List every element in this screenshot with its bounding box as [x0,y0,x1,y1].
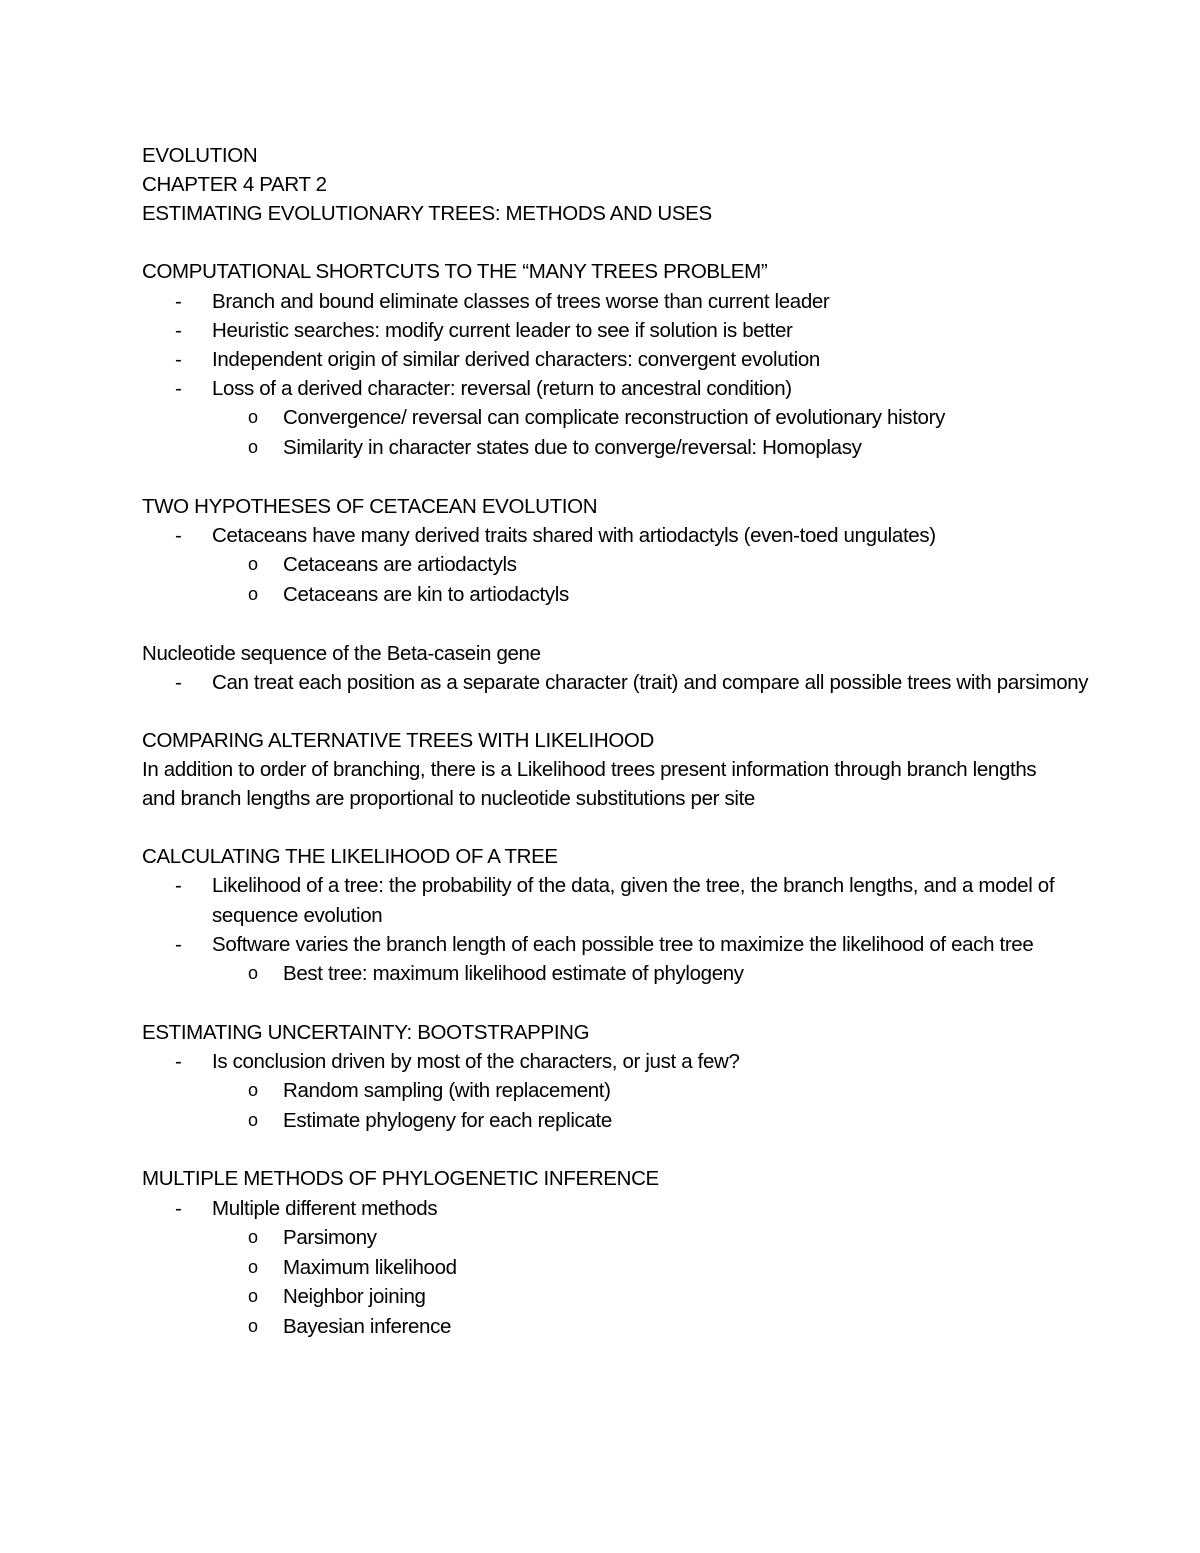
dash-marker: - [175,1049,182,1073]
sub-bullet-text: Cetaceans are artiodactyls [283,553,517,577]
bullet-text: Likelihood of a tree: the probability of the data, given the tree, the branch lengths, and a model of sequence evolution [212,874,1055,927]
bullet-text: Can treat each position as a separate character (trait) and compare all possible trees with parsimony [212,670,1089,694]
dash-marker: - [175,874,182,898]
circle-marker: o [248,584,258,605]
spacer [142,989,1102,1018]
sub-bullet-item [142,403,1102,433]
section-heading: MULTIPLE METHODS OF PHYLOGENETIC INFERENCE [142,1167,659,1191]
spacer [142,610,1102,639]
sub-bullet-item [142,1076,1102,1106]
circle-marker: o [248,1080,258,1101]
bullet-text: Heuristic searches: modify current leader to see if solution is better [212,318,793,342]
sub-bullet-item [142,580,1102,610]
chapter-subtitle: ESTIMATING EVOLUTIONARY TREES: METHODS AND USES [142,202,712,226]
bullet-text: Cetaceans have many derived traits shared with artiodactyls (even-toed ungulates) [212,524,936,548]
bullet-text: Is conclusion driven by most of the characters, or just a few? [212,1049,740,1073]
sub-bullet-item [142,1223,1102,1253]
bullet-item [142,316,1102,345]
bullet-text: Software varies the branch length of each possible tree to maximize the likelihood of each tree [212,932,1034,956]
circle-marker: o [248,1226,258,1247]
spacer [142,697,1102,726]
sub-bullet-item [142,959,1102,989]
section-heading: ESTIMATING UNCERTAINTY: BOOTSTRAPPING [142,1020,590,1044]
bullet-item [142,374,1102,403]
dash-marker: - [175,289,182,313]
bullet-item [142,287,1102,316]
circle-marker: o [248,437,258,458]
sub-bullet-text: Neighbor joining [283,1285,426,1309]
chapter-label: CHAPTER 4 PART 2 [142,173,327,197]
sub-bullet-text: Convergence/ reversal can complicate reconstruction of evolutionary history [283,406,945,430]
sub-bullet-item [142,1253,1102,1283]
section-paragraph: In addition to order of branching, there is a Likelihood trees present information through branch lengths and branch lengths are proportional to nucleotide substitutions per site [142,758,1037,811]
bullet-text: Independent origin of similar derived characters: convergent evolution [212,348,820,372]
bullet-item [142,345,1102,374]
spacer [142,463,1102,492]
section-heading: COMPUTATIONAL SHORTCUTS TO THE “MANY TREES PROBLEM” [142,260,768,284]
sub-bullet-text: Estimate phylogeny for each replicate [283,1108,612,1132]
dash-marker: - [175,670,182,694]
dash-marker: - [175,524,182,548]
circle-marker: o [248,1109,258,1130]
sub-bullet-item [142,1312,1102,1342]
sub-bullet-text: Best tree: maximum likelihood estimate of phylogeny [283,962,744,986]
dash-marker: - [175,318,182,342]
circle-marker: o [248,1316,258,1337]
bullet-text: Loss of a derived character: reversal (return to ancestral condition) [212,377,792,401]
dash-marker: - [175,377,182,401]
bullet-item [142,1194,1102,1223]
sub-bullet-text: Maximum likelihood [283,1255,457,1279]
bullet-text: Branch and bound eliminate classes of trees worse than current leader [212,289,830,313]
sub-bullet-text: Parsimony [283,1225,377,1249]
circle-marker: o [248,554,258,575]
spacer [142,229,1102,258]
sub-bullet-item [142,1106,1102,1136]
section-heading: CALCULATING THE LIKELIHOOD OF A TREE [142,845,558,869]
dash-marker: - [175,1196,182,1220]
bullet-item [142,871,1072,929]
circle-marker: o [248,1286,258,1307]
sub-bullet-text: Random sampling (with replacement) [283,1079,611,1103]
section-heading: TWO HYPOTHESES OF CETACEAN EVOLUTION [142,494,598,518]
bullet-item [142,668,1092,697]
spacer [142,1136,1102,1165]
spacer [142,813,1102,842]
dash-marker: - [175,932,182,956]
section-heading: Nucleotide sequence of the Beta-casein gene [142,641,541,665]
document-body [142,141,1102,1342]
bullet-item [142,1047,1102,1076]
sub-bullet-text: Similarity in character states due to converge/reversal: Homoplasy [283,436,862,460]
circle-marker: o [248,1256,258,1277]
bullet-text: Multiple different methods [212,1196,438,1220]
sub-bullet-item [142,550,1102,580]
sub-bullet-item [142,1282,1102,1312]
sub-bullet-text: Cetaceans are kin to artiodactyls [283,583,569,607]
dash-marker: - [175,348,182,372]
bullet-item [142,930,1072,959]
sub-bullet-text: Bayesian inference [283,1315,452,1339]
doc-title: EVOLUTION [142,144,258,167]
circle-marker: o [248,407,258,428]
bullet-item [142,521,1102,550]
section-heading: COMPARING ALTERNATIVE TREES WITH LIKELIHOOD [142,728,654,752]
sub-bullet-item [142,433,1102,463]
circle-marker: o [248,963,258,984]
